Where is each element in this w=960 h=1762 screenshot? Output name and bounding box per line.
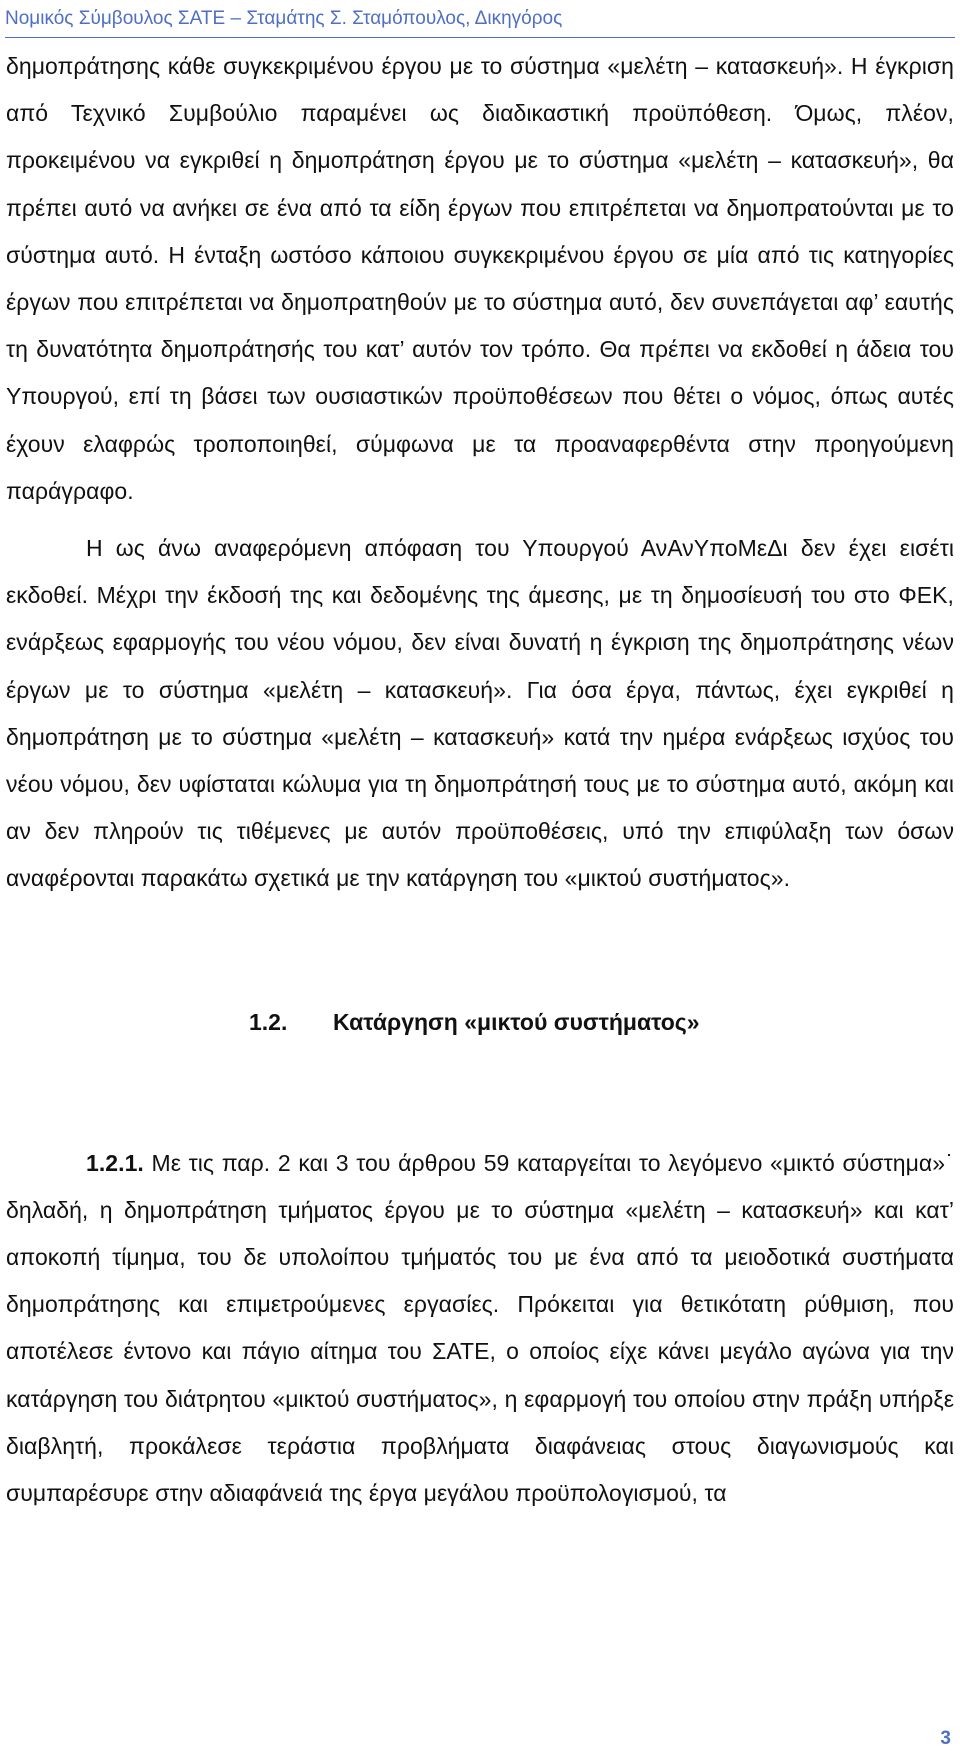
section-number: 1.2.: [249, 1008, 288, 1035]
paragraph-continued: δημοπράτησης κάθε συγκεκριμένου έργου με το σύστημα «μελέτη – κατασκευή». Η έγκριση από Τεχνικό Συμβούλιο παραμένει ως διαδικαστική προϋπόθεση. Όμως, πλέον, προκειμένου να εγκριθεί η δημοπράτηση έργου με το σύστημα «μελέτη – κατασκευή», θα πρέπει αυτό να ανήκει σε ένα από τα είδη έργων που επιτρέπεται να δημοπρατούνται με το σύστημα αυτό. Η ένταξη ωστόσο κάποιου συγκεκριμένου έργου σε μία από τις κατηγορίες έργων που επιτρέπεται να δημοπρατηθούν με το σύστημα αυτό, δεν συνεπάγεται αφ’ εαυτής τη δυνατότητα δημοπράτησής του κατ’ αυτόν τον τρόπο. Θα πρέπει να εκδοθεί η άδεια του Υπουργού, επί τη βάσει των ουσιαστικών προϋποθέσεων που θέτει ο νόμος, όπως αυτές έχουν ελαφρώς τροποποιηθεί, σύμφωνα με τα προαναφερθέντα στην προηγούμενη παράγραφο.: [6, 53, 954, 504]
running-header: Νομικός Σύμβουλος ΣΑΤΕ – Σταμάτης Σ. Σταμόπουλος, Δικηγόρος: [5, 8, 563, 29]
section-title: Κατάργηση «μικτού συστήματος»: [333, 1008, 700, 1035]
section-heading: [6, 999, 954, 1046]
subsection-text: Με τις παρ. 2 και 3 του άρθρου 59 καταργείται το λεγόμενο «μικτό σύστημα»˙ δηλαδή, η δημοπράτηση τμήματος έργου με το σύστημα «μελέτη – κατασκευή» και κατ’ αποκοπή τίμημα, του δε υπολοίπου τμήματός του με ένα από τα μειοδοτικά συστήματα δημοπράτησης και επιμετρούμενες εργασίες. Πρόκειται για θετικότατη ρύθμιση, που αποτέλεσε έντονο και πάγιο αίτημα του ΣΑΤΕ, ο οποίος είχε κάνει μεγάλο αγώνα για την κατάργηση του διάτρητου «μικτού συστήματος», η εφαρμογή του οποίου στην πράξη υπήρξε διαβλητή, προκάλεσε τεράστια προβλήματα διαφάνειας στους διαγωνισμούς και συμπαρέσυρε στην αδιαφάνειά της έργα μεγάλου προϋπολογισμού, τα: [6, 1149, 954, 1507]
subsection-paragraph: [6, 1140, 954, 1518]
subsection-number: 1.2.1.: [86, 1149, 144, 1176]
page-number: 3: [940, 1728, 951, 1749]
paragraph-decision-status: Η ως άνω αναφερόμενη απόφαση του Υπουργού ΑνΑνΥποΜεΔι δεν έχει εισέτι εκδοθεί. Μέχρι την έκδοσή της και δεδομένης της άμεσης, με τη δημοσίευσή του στο ΦΕΚ, ενάρξεως εφαρμογής του νέου νόμου, δεν είναι δυνατή η έγκριση της δημοπράτησης νέων έργων με το σύστημα «μελέτη – κατασκευή». Για όσα έργα, πάντως, έχει εγκριθεί η δημοπράτηση με το σύστημα «μελέτη – κατασκευή» κατά την ημέρα ενάρξεως ισχύος του νέου νόμου, δεν υφίσταται κώλυμα για τη δημοπράτησή τους με το σύστημα αυτό, ακόμη και αν δεν πληρούν τις τιθέμενες με αυτόν προϋποθέσεις, υπό την επιφύλαξη των όσων αναφέρονται παρακάτω σχετικά με την κατάργηση του «μικτού συστήματος».: [6, 535, 954, 892]
document-body: [6, 43, 954, 1517]
header-rule: [5, 37, 955, 38]
